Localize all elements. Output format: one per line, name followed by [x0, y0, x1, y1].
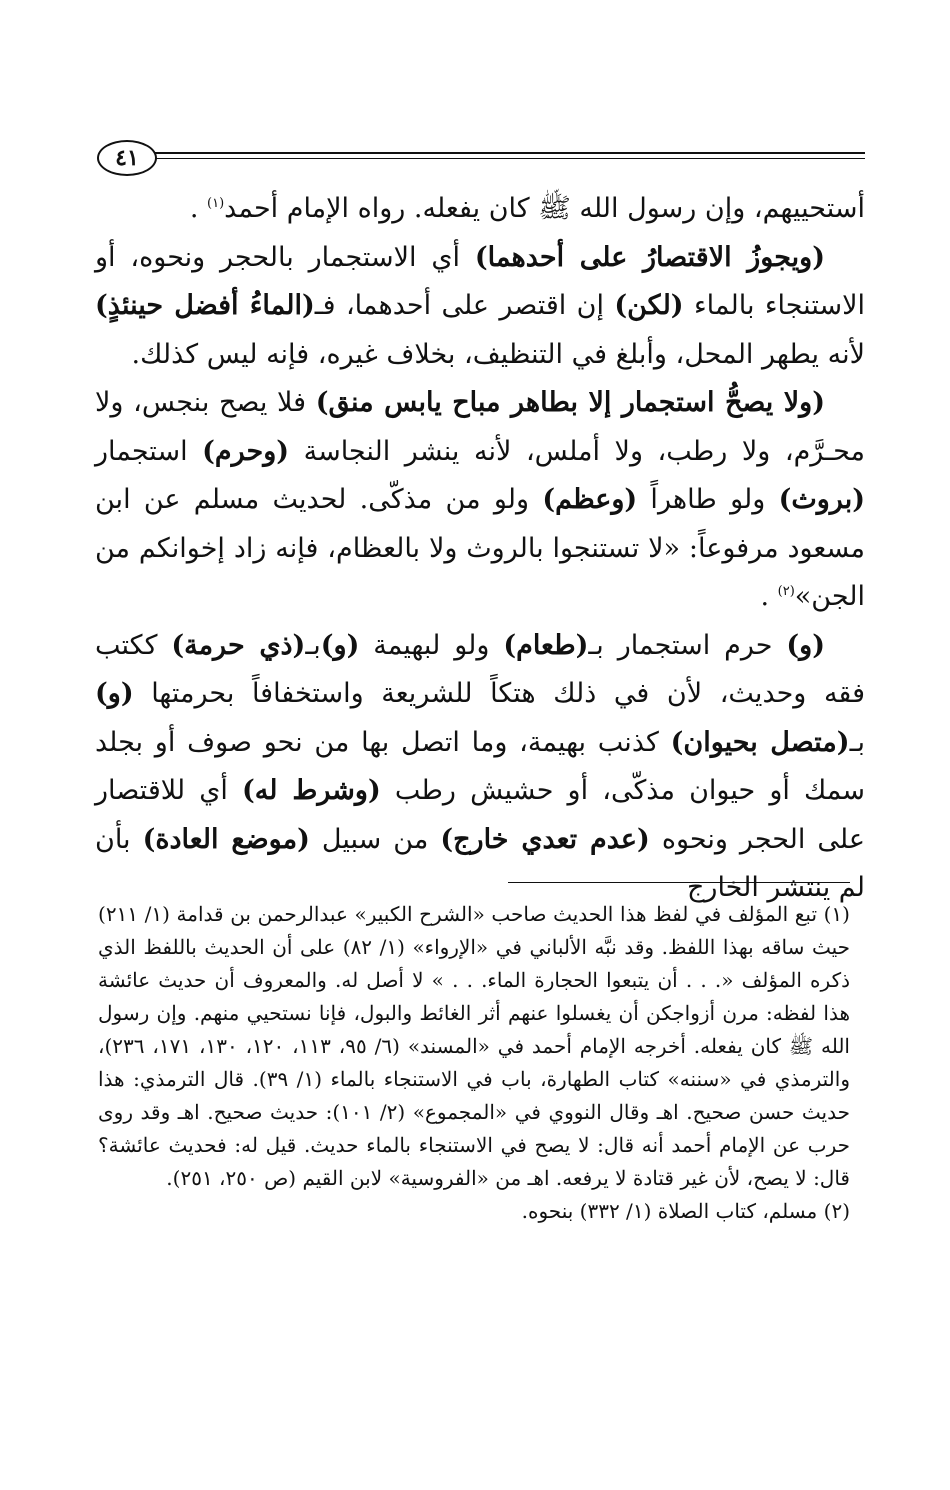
footnote-ref-2[interactable]: (٢): [777, 584, 795, 599]
footnote-separator: [508, 882, 850, 883]
paragraph-2: (ويجوزُ الاقتصارُ على أحدهما) أي الاستجمار بالحجر ونحوه، أو الاستنجاء بالماء (لكن) إن اقتصر على أحدهما، فـ(الماءُ أفضل حينئذٍ) لأنه يطهر المحل، وأبلغ في التنظيف، بخلاف غيره، فإنه ليس كذلك.: [95, 241, 866, 370]
page-number: ٤١: [97, 140, 157, 176]
footnote-1: (١) تبع المؤلف في لفظ هذا الحديث صاحب «الشرح الكبير» عبدالرحمن بن قدامة (١/ ٢١١) حيث ساقه بهذا اللفظ. وقد نبَّه الألباني في «الإرواء» (١/ ٨٢) على أن الحديث باللفظ الذي ذكره المؤلف «. . . أن يتبعوا الحجارة الماء. . . » لا أصل له. والمعروف أن حديث عائشة هذا لفظه: مرن أزواجكن أن يغسلوا عنهم أثر الغائط والبول، فإنا نستحيي منهم. وإن رسول الله ﷺ كان يفعله. أخرجه الإمام أحمد في «المسند» (٦/ ٩٥، ١١٣، ١٢٠، ١٣٠، ١٧١، ٢٣٦)، والترمذي في «سننه» كتاب الطهارة، باب في الاستنجاء بالماء (١/ ٣٩). قال الترمذي: هذا حديث حسن صحيح. اهـ وقال النووي في «المجموع» (٢/ ١٠١): حديث صحيح. اهـ وقد روى حرب عن الإمام أحمد أنه قال: لا يصح في الاستنجاء بالماء حديث. قيل له: فحديث عائشة؟ قال: لا يصح، لأن غير قتادة لا يرفعه. اهـ من «الفروسية» لابن القيم (ص ٢٥٠، ٢٥١).: [98, 902, 850, 1190]
footnote-2: (٢) مسلم، كتاب الصلاة (١/ ٣٣٢) بنحوه.: [521, 1199, 850, 1223]
paragraph-3: (ولا يصحُّ استجمار إلا بطاهر مباح يابس منق) فلا يصح بنجس، ولا محـرَّم، ولا رطب، ولا أملس، لأنه ينشر النجاسة (وحرم) استجمار (بروث) ولو طاهراً (وعظم) ولو من مذكّى. لحديث مسلم عن ابن مسعود مرفوعاً: «لا تستنجوا بالروث ولا بالعظام، فإنه زاد إخوانكم من الجن»$^{(٢)}$ .: [95, 387, 865, 612]
page-header: [95, 138, 865, 178]
paragraph-4: (و) حرم استجمار بـ(طعام) ولو لبهيمة (و)بـ(ذي حرمة) ككتب فقه وحديث، لأن في ذلك هتكاً للشريعة واستخفافاً بحرمتها (و) بـ(متصل بحيوان) كذنب بهيمة، وما اتصل بها من نحو صوف أو بجلد سمك أو حيوان مذكّى، أو حشيش رطب (وشرط له) أي للاقتصار على الحجر ونحوه (عدم تعدي خارج) من سبيل (موضع العادة) بأن لم ينتشر الخارج: [95, 629, 866, 903]
footnotes: [98, 898, 850, 1228]
footnote-ref-1[interactable]: (١): [207, 196, 225, 211]
main-text: [95, 185, 865, 913]
paragraph-1: أستحييهم، وإن رسول الله ﷺ كان يفعله. رواه الإمام أحمد$^{(١)}$ .: [189, 193, 865, 224]
header-rule-thick: [151, 152, 865, 154]
header-rule-thin: [151, 158, 865, 159]
